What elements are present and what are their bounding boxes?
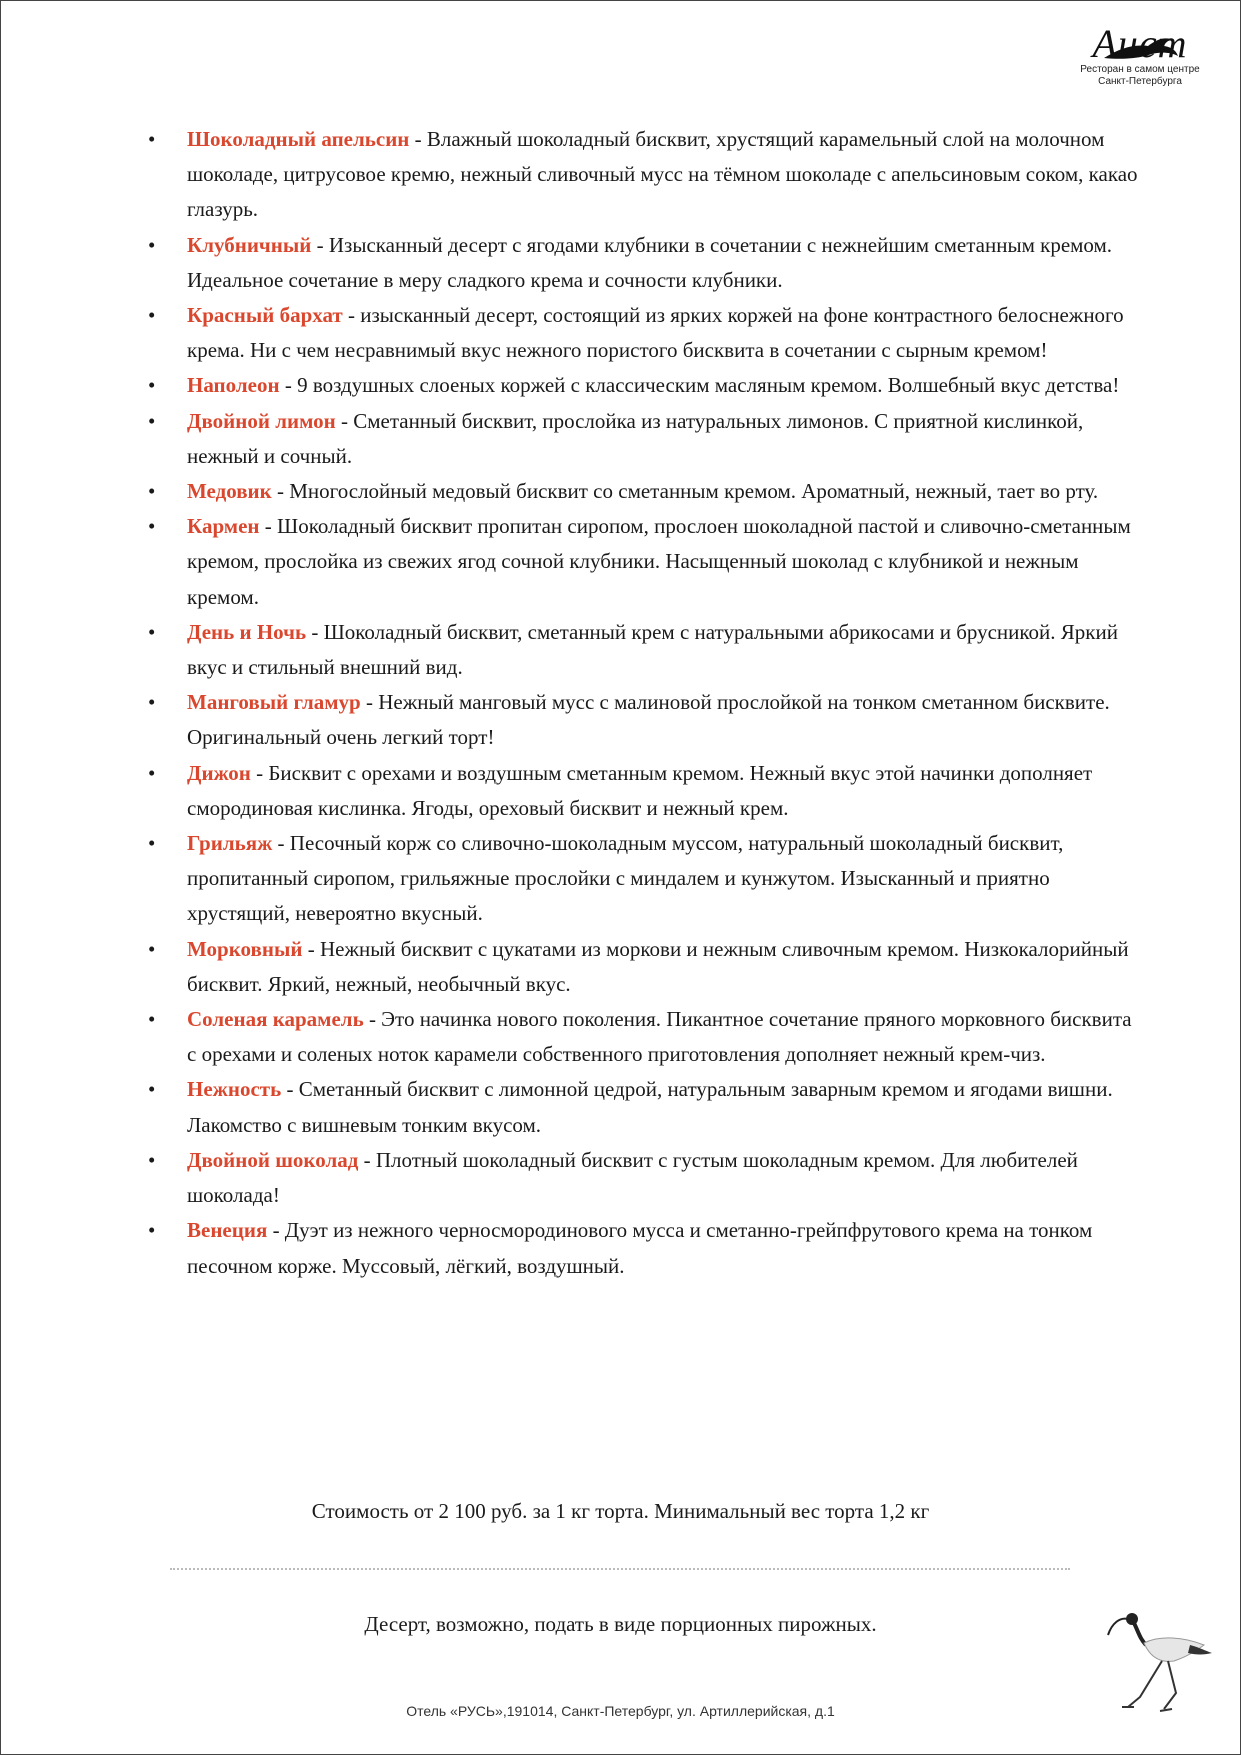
bullet-icon: •	[148, 373, 156, 398]
dessert-item	[148, 122, 1138, 228]
dessert-item	[148, 1002, 1138, 1072]
logo-tagline-1: Ресторан в самом центре	[1080, 64, 1200, 75]
bullet-icon: •	[148, 1007, 156, 1032]
dessert-name: Нежность	[187, 1077, 282, 1102]
dessert-name: Наполеон	[187, 373, 280, 398]
dessert-name: Клубничный	[187, 232, 312, 257]
dessert-item	[148, 756, 1138, 826]
dessert-list	[148, 122, 1138, 1284]
dessert-item	[148, 685, 1138, 755]
dessert-item	[148, 1143, 1138, 1213]
dessert-description: - изысканный десерт, состоящий из ярких коржей на фоне контрастного белоснежного крема. Ни с чем несравнимый вкус нежного пористого бисквита в сочетании с сырным кремом!	[187, 303, 1124, 363]
bullet-icon: •	[148, 127, 156, 151]
dessert-description: - Влажный шоколадный бисквит, хрустящий карамельный слой на молочном шоколаде, цитрусовое кремю, нежный сливочный мусс на тёмном шоколаде с апельсиновым соком, какао глазурь.	[187, 127, 1138, 222]
logo-name: Аист	[1092, 21, 1188, 66]
dessert-item	[148, 368, 1138, 403]
dessert-name: Манговый гламур	[187, 690, 361, 715]
dessert-name: Шоколадный апельсин	[187, 127, 410, 151]
dessert-description: - Шоколадный бисквит, сметанный крем с натуральными абрикосами и брусникой. Яркий вкус и стильный внешний вид.	[187, 619, 1118, 680]
dessert-description: - Дуэт из нежного черносмородинового мусса и сметанно-грейпфрутового крема на тонком песочном корже. Муссовый, лёгкий, воздушный.	[187, 1218, 1093, 1278]
bullet-icon: •	[148, 303, 156, 328]
bullet-icon: •	[148, 232, 156, 257]
dessert-item	[148, 298, 1138, 368]
bullet-icon: •	[148, 514, 156, 539]
dessert-item	[148, 228, 1138, 298]
dessert-name: Соленая карамель	[187, 1007, 364, 1032]
dessert-description: - Песочный корж со сливочно-шоколадным муссом, натуральный шоколадный бисквит, пропитанный сиропом, грильяжные прослойки с миндалем и кунжутом. Изысканный и приятно хрустящий, невероятно вкусный.	[187, 831, 1064, 926]
dessert-item	[148, 826, 1138, 932]
bullet-icon: •	[148, 760, 156, 785]
bullet-icon: •	[148, 1147, 156, 1172]
dessert-name: Дижон	[187, 760, 251, 785]
dessert-name: Медовик	[187, 479, 272, 504]
dessert-description: - Это начинка нового поколения. Пикантное сочетание пряного морковного бисквита с орехами и соленых ноток карамели собственного приготовления дополняет нежный крем-чиз.	[187, 1007, 1132, 1067]
dessert-item	[148, 1072, 1138, 1142]
serving-note: Десерт, возможно, подать в виде порционных пирожных.	[364, 1612, 877, 1636]
bullet-icon: •	[148, 408, 156, 433]
dessert-description: - 9 воздушных слоеных коржей с классическим масляным кремом. Волшебный вкус детства!	[279, 373, 1120, 398]
dessert-name: Грильяж	[187, 831, 273, 856]
bullet-icon: •	[148, 936, 156, 961]
price-line: Стоимость от 2 100 руб. за 1 кг торта. Минимальный вес торта 1,2 кг	[311, 1499, 930, 1523]
dessert-item	[148, 615, 1138, 685]
dessert-name: День и Ночь	[187, 619, 307, 644]
bullet-icon: •	[148, 690, 156, 715]
ibis-icon	[1100, 1605, 1220, 1725]
dessert-name: Красный бархат	[187, 303, 343, 328]
hotel-address: Отель «РУСЬ»,191014, Санкт-Петербург, ул. Артиллерийская, д.1	[406, 1703, 835, 1719]
bullet-icon: •	[148, 479, 156, 504]
dessert-description: - Изысканный десерт с ягодами клубники в сочетании с нежнейшим сметанным кремом. Идеальное сочетание в меру сладкого крема и сочности клубники.	[187, 232, 1113, 292]
dessert-description: - Нежный бисквит с цукатами из моркови и нежным сливочным кремом. Низкокалорийный бисквит. Яркий, нежный, необычный вкус.	[187, 936, 1129, 996]
restaurant-logo	[1070, 21, 1210, 124]
dessert-item	[148, 404, 1138, 474]
logo-tagline-2: Санкт-Петербурга	[1098, 76, 1182, 87]
dessert-item	[148, 474, 1138, 509]
dessert-item	[148, 1213, 1138, 1283]
dessert-name: Морковный	[187, 936, 303, 961]
bullet-icon: •	[148, 619, 156, 644]
dessert-item	[148, 932, 1138, 1002]
dessert-description: - Нежный манговый мусс с малиновой прослойкой на тонком сметанном бисквите. Оригинальный очень легкий торт!	[187, 690, 1110, 750]
dessert-description: - Плотный шоколадный бисквит с густым шоколадным кремом. Для любителей шоколада!	[187, 1147, 1078, 1208]
bullet-icon: •	[148, 831, 156, 856]
dessert-description: - Шоколадный бисквит пропитан сиропом, прослоен шоколадной пастой и сливочно-сметанным кремом, прослойка из свежих ягод сочной клубники. Насыщенный шоколад с клубникой и нежным кремом.	[187, 514, 1131, 609]
dessert-description: - Сметанный бисквит, прослойка из натуральных лимонов. С приятной кислинкой, нежный и сочный.	[187, 408, 1084, 468]
dessert-item	[148, 509, 1138, 615]
bullet-icon: •	[148, 1218, 156, 1243]
dotted-divider	[170, 1568, 1070, 1574]
dessert-name: Двойной лимон	[187, 408, 336, 433]
dessert-name: Венеция	[187, 1218, 268, 1243]
dessert-description: - Сметанный бисквит с лимонной цедрой, натуральным заварным кремом и ягодами вишни. Лакомство с вишневым тонким вкусом.	[187, 1077, 1113, 1137]
dessert-description: - Бисквит с орехами и воздушным сметанным кремом. Нежный вкус этой начинки дополняет смородиновая кислинка. Ягоды, ореховый бисквит и нежный крем.	[187, 760, 1093, 820]
bullet-icon: •	[148, 1077, 156, 1102]
dessert-description: - Многослойный медовый бисквит со сметанным кремом. Ароматный, нежный, тает во рту.	[271, 479, 1099, 504]
dessert-name: Двойной шоколад	[187, 1147, 359, 1172]
dessert-name: Кармен	[187, 514, 260, 539]
